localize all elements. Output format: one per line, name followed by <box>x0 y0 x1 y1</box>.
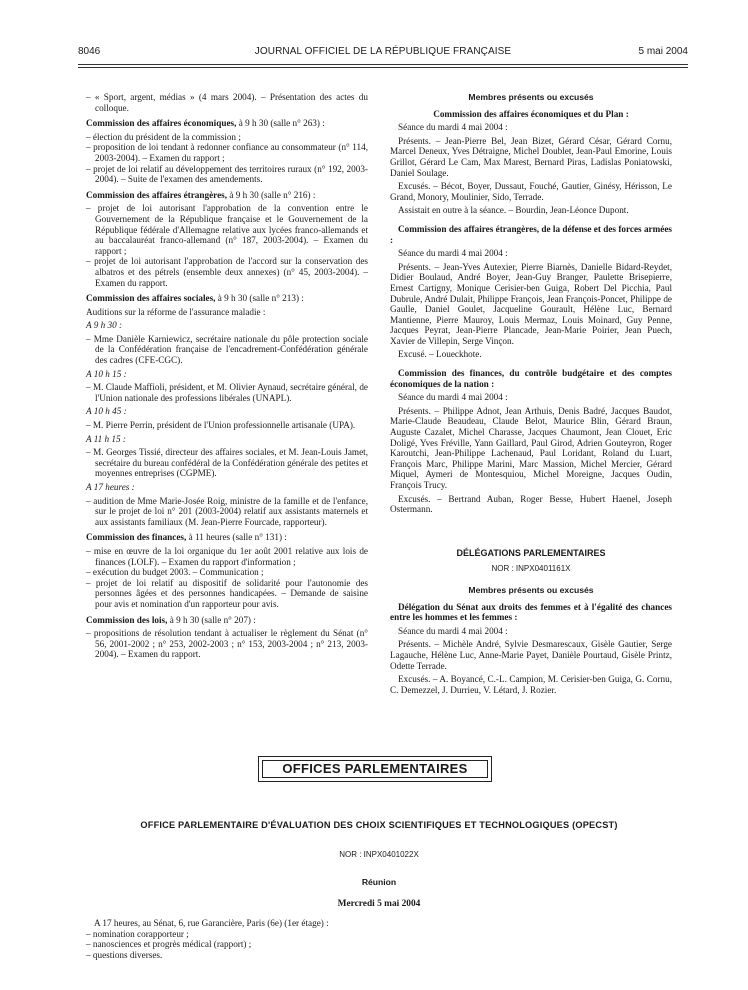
excuses-list: Excusés. – Bécot, Boyer, Dussaut, Fouché, Gautier, Ginésy, Hérisson, Le Grand, Monory, Moulinier, Sido, Terrade. <box>390 181 672 202</box>
agenda-item: – projet de loi autorisant l'approbation de l'accord sur la conservation des albatros et des pétrels (ensemble deux annexes) (n° 45, 2003-2004). – Examen du rapport. <box>86 256 368 288</box>
section-heading: Commission des finances, <box>86 532 187 543</box>
section-delegation-femmes <box>390 602 672 696</box>
presents-list: Présents. – Michèle André, Sylvie Desmarescaux, Gisèle Gautier, Serge Lagauche, Hélène Luc, Anne-Marie Payet, Danièle Pourtaud, Gisèle Printz, Odette Terrade. <box>390 639 672 671</box>
section-time: à 9 h 30 (salle n° 207) : <box>169 614 256 625</box>
slot-time: A 11 h 15 : <box>86 433 126 444</box>
section-time: à 9 h 30 (salle n° 216) : <box>229 189 316 200</box>
section-eco-plan <box>390 109 672 216</box>
seance-line: Séance du mardi 4 mai 2004 : <box>398 392 508 403</box>
agenda-item: – mise en œuvre de la loi organique du 1er août 2001 relative aux lois de finances (LOLF). – Examen du rapport d'information ; <box>86 545 368 567</box>
agenda-item: – proposition de loi tendant à redonner confiance au consommateur (n° 114, 2003-2004). – Examen du rapport ; <box>86 142 368 163</box>
presents-list: Présents. – Jean-Pierre Bel, Jean Bizet, Gérard César, Gérard Cornu, Marcel Deneux, Yves Détraigne, Michel Doublet, Jean-Paul Emorine, Louis Grillot, Gérard Le Cam, Max Marest, Bernard Piras, Ladislas Poniatowski, Daniel Soulage. <box>390 135 672 178</box>
excuses-list: Excusés. – A. Boyancé, C.-L. Campion, M. Cerisier-ben Guiga, G. Cornu, C. Demezzel, J. Durrieu, V. Létard, J. Rozier. <box>390 674 672 695</box>
delegations-heading: DÉLÉGATIONS PARLEMENTAIRES <box>456 547 606 558</box>
presents-list: Présents. – Philippe Adnot, Jean Arthuis, Denis Badré, Jacques Baudot, Marie-Claude Beaudeau, Claude Belot, Maurice Blin, Gérard Braun, Auguste Cazalet, Michel Charasse, Jacques Chaumont, Jean Clouet, Eric Doligé, Yves Fréville, Yann Gaillard, Paul Girod, Adrien Gouteyron, Roger Karoutchi, Jean-Philippe Lachenaud, Paul Loridant, Roland du Luart, François Marc, Philippe Marini, Marc Massion, Michel Mercier, Gérard Miquel, Aymeri de Montesquiou, Michel Moreigne, Jacques Oudin, François Trucy. <box>390 405 672 490</box>
agenda-item: – nanosciences et progrès médical (rapport) ; <box>86 939 252 950</box>
section-heading: Commission des affaires étrangères, <box>86 189 228 200</box>
agenda-item: – questions diverses. <box>86 949 163 960</box>
reunion-date: Mercredi 5 mai 2004 <box>337 899 421 909</box>
section-affaires-etrangeres <box>86 190 368 288</box>
journal-title: JOURNAL OFFICIEL DE LA RÉPUBLIQUE FRANÇAISE <box>254 46 512 57</box>
section-time: à 9 h 30 (salle n° 213) : <box>217 293 304 304</box>
agenda-item: A 17 heures, au Sénat, 6, rue Garancière, Paris (6e) (1er étage) : <box>94 918 329 928</box>
section-etrangeres-defense <box>390 224 672 360</box>
assistait-list: Assistait en outre à la séance. – Bourdin, Jean-Léonce Dupont. <box>398 205 629 216</box>
section-intro: Auditions sur la réforme de l'assurance maladie : <box>86 306 266 317</box>
delegations-nor: NOR : INPX0401161X <box>491 564 571 574</box>
section-finances-controle <box>390 368 672 515</box>
section-affaires-sociales <box>86 293 368 527</box>
slot-time: A 10 h 15 : <box>86 368 127 379</box>
section-heading: Commission des finances, du contrôle budgétaire et des comptes économiques de la nation : <box>390 368 672 389</box>
presents-list: Présents. – Jean-Yves Autexier, Pierre Biarnès, Danielle Bidard-Reydet, Didier Boulaud, André Boyer, Jean-Guy Branger, Paulette Brisepierre, Ernest Cartigny, Monique Cerisier-ben Guiga, Robert Del Picchia, Paul Dubrule, André Dulait, Philippe François, Jean François-Poncet, Philippe de Gaulle, Daniel Goulet, Jacqueline Gourault, Hélène Luc, Bernard Mantienne, Pierre Mauroy, Louis Mermaz, Louis Moinard, Guy Penne, Jacques Peyrat, Jean-Pierre Plancade, Jean-Marie Poirier, Jean Puech, Xavier de Villepin, Serge Vinçon. <box>390 261 672 346</box>
agenda-item: – exécution du budget 2003. – Communication ; <box>86 567 264 578</box>
section-heading: Délégation du Sénat aux droits des femmes et à l'égalité des chances entre les hommes et les femmes : <box>390 601 672 623</box>
section-finances <box>86 532 368 609</box>
agenda-item: – projet de loi autorisant l'approbation de la convention entre le Gouvernement de la République française et le Gouvernement de la République fédérale d'Allemagne relative aux lycées franco-allemands et au baccalauréat franco-allemand (n° 187, 2003-2004). – Examen du rapport ; <box>86 203 368 256</box>
agenda-item: – élection du président de la commission ; <box>86 131 241 142</box>
section-heading: Commission des affaires sociales, <box>86 293 216 304</box>
seance-line: Séance du mardi 4 mai 2004 : <box>398 122 508 133</box>
seance-line: Séance du mardi 4 mai 2004 : <box>398 625 508 636</box>
slot-text: – Mme Danièle Karniewicz, secrétaire nationale du pôle protection sociale de la Confédération française de l'encadrement-Confédération générale des cadres (CFE-CGC). <box>86 333 368 366</box>
section-lois <box>86 615 368 660</box>
slot-text: – M. Pierre Perrin, président de l'Union professionnelle artisanale (UPA). <box>86 420 356 431</box>
section-time: à 11 heures (salle n° 131) : <box>188 532 287 543</box>
slot-time: A 9 h 30 : <box>86 320 123 331</box>
office-title: OFFICE PARLEMENTAIRE D'ÉVALUATION DES CHOIX SCIENTIFIQUES ET TECHNOLOGIQUES (OPECST) <box>140 820 618 830</box>
excuses-list: Excusé. – Loueckhote. <box>398 349 482 360</box>
section-heading: Commission des affaires économiques, <box>86 118 237 129</box>
office-nor: NOR : INPX0401022X <box>339 850 419 859</box>
excuses-list: Excusés. – Bertrand Auban, Roger Besse, Hubert Haenel, Joseph Ostermann. <box>390 493 672 515</box>
reunion-heading: Réunion <box>361 877 397 887</box>
header-rule-top <box>78 64 688 65</box>
agenda-item: – propositions de résolution tendant à actualiser le règlement du Sénat (n° 56, 2001-2002 ; n° 253, 2002-2003 ; n° 153, 2003-2004 ; n° 213, 2003-2004). – Examen du rapport. <box>86 628 368 660</box>
header-date: 5 mai 2004 <box>638 46 688 57</box>
agenda-item: – nomination corapporteur ; <box>86 928 189 939</box>
intro-item: – « Sport, argent, médias » (4 mars 2004). – Présentation des actes du colloque. <box>86 92 368 113</box>
seance-line: Séance du mardi 4 mai 2004 : <box>398 248 508 259</box>
agenda-item: – projet de loi relatif au développement des territoires ruraux (n° 192, 2003-2004). – Suite de l'examen des amendements. <box>86 163 368 185</box>
header-rule-bottom <box>78 67 688 68</box>
slot-time: A 10 h 45 : <box>86 406 127 417</box>
right-column <box>390 92 672 698</box>
slot-text: – audition de Mme Marie-Josée Roig, ministre de la famille et de l'enfance, sur le projet de loi n° 201 (2003-2004) relatif aux assistants maternels et aux assistants familiaux (M. Jean-Pierre Fourcade, rapporteur). <box>86 495 368 527</box>
section-affaires-economiques <box>86 118 368 185</box>
section-heading: Commission des lois, <box>86 614 168 625</box>
agenda-item: – projet de loi relatif au dispositif de solidarité pour l'autonomie des personnes âgées et des personnes handicapées. – Demande de saisine pour avis et nomination d'un rapporteur pour avis. <box>86 577 368 609</box>
members-heading-2: Membres présents ou excusés <box>468 584 594 595</box>
section-time: à 9 h 30 (salle n° 263) : <box>238 118 325 129</box>
slot-time: A 17 heures : <box>86 482 135 492</box>
slot-text: – M. Claude Maffioli, président, et M. Olivier Aynaud, secrétaire général, de l'Union nationale des professions libérales (UNAPL). <box>86 382 368 403</box>
offices-title-box <box>258 756 492 782</box>
offices-title: OFFICES PARLEMENTAIRES <box>262 760 488 778</box>
office-agenda <box>86 918 672 960</box>
page-number: 8046 <box>78 46 101 57</box>
slot-text: – M. Georges Tissié, directeur des affaires sociales, et M. Jean-Louis Jamet, secrétaire du bureau confédéral de la Confédération générale des petites et moyennes entreprises (CGPME). <box>86 447 368 479</box>
section-heading: Commission des affaires étrangères, de la défense et des forces armées : <box>390 223 672 245</box>
members-heading: Membres présents ou excusés <box>468 92 594 102</box>
page-header <box>78 46 688 60</box>
left-column <box>86 92 368 660</box>
section-heading: Commission des affaires économiques et du Plan : <box>433 108 629 119</box>
